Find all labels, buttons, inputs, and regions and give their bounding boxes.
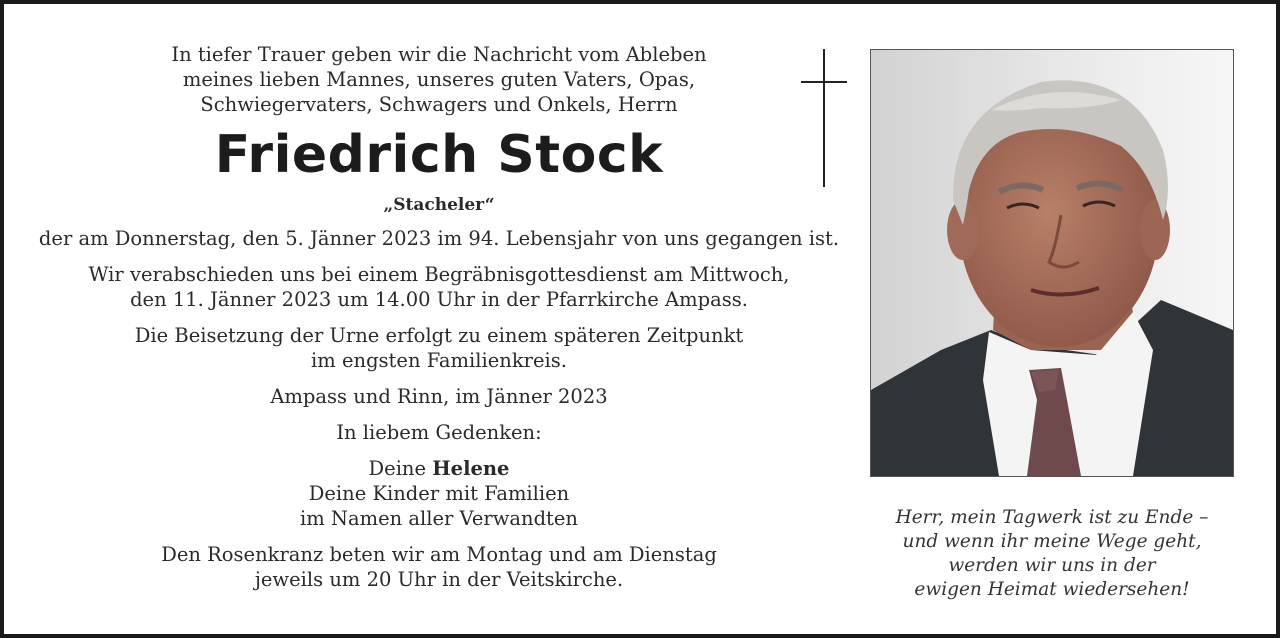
cross-icon-bar: [801, 81, 847, 83]
rosary-line-2: jeweils um 20 Uhr in der Veitskirche.: [254, 568, 624, 591]
burial-info: [24, 323, 854, 373]
wife-name: Helene: [432, 457, 510, 480]
place-date: Ampass und Rinn, im Jänner 2023: [270, 385, 608, 408]
wife-prefix: Deine: [368, 457, 433, 480]
cross-icon: [823, 49, 825, 187]
rosary-line-1: Den Rosenkranz beten wir am Montag und am Dienstag: [161, 543, 717, 566]
memory-heading: In liebem Gedenken:: [336, 421, 542, 444]
intro-line-3: Schwiegervaters, Schwagers und Onkels, Herrn: [200, 93, 678, 116]
burial-line-1: Die Beisetzung der Urne erfolgt zu einem späteren Zeitpunkt: [134, 324, 744, 347]
intro-line-1: In tiefer Trauer geben wir die Nachricht vom Ableben: [171, 43, 707, 66]
nickname: „Stacheler“: [383, 195, 495, 215]
rosary-info: [24, 542, 854, 592]
obituary-text: [24, 42, 854, 592]
service-line-2: den 11. Jänner 2023 um 14.00 Uhr in der Pfarrkirche Ampass.: [130, 288, 748, 311]
deceased-name: Friedrich Stock: [214, 125, 664, 185]
family-signature: [24, 456, 854, 531]
quote-line-1: Herr, mein Tagwerk ist zu Ende –: [895, 507, 1209, 528]
burial-line-2: im engsten Familienkreis.: [311, 349, 567, 372]
quote-line-3: werden wir uns in der: [948, 555, 1156, 576]
portrait-illustration: [871, 50, 1233, 476]
relatives-line: im Namen aller Verwandten: [299, 507, 578, 530]
intro-line-2: meines lieben Mannes, unseres guten Vaters, Opas,: [182, 68, 696, 91]
quote-line-4: ewigen Heimat wiedersehen!: [914, 579, 1190, 600]
service-line-1: Wir verabschieden uns bei einem Begräbnisgottesdienst am Mittwoch,: [88, 263, 790, 286]
children-line: Deine Kinder mit Familien: [308, 482, 570, 505]
portrait-photo: [870, 49, 1234, 477]
memorial-quote: [870, 506, 1234, 602]
quote-line-2: und wenn ihr meine Wege geht,: [902, 531, 1202, 552]
service-info: [24, 262, 854, 312]
death-notice: der am Donnerstag, den 5. Jänner 2023 im 94. Lebensjahr von uns gegangen ist.: [38, 227, 840, 250]
intro-text: [24, 42, 854, 117]
